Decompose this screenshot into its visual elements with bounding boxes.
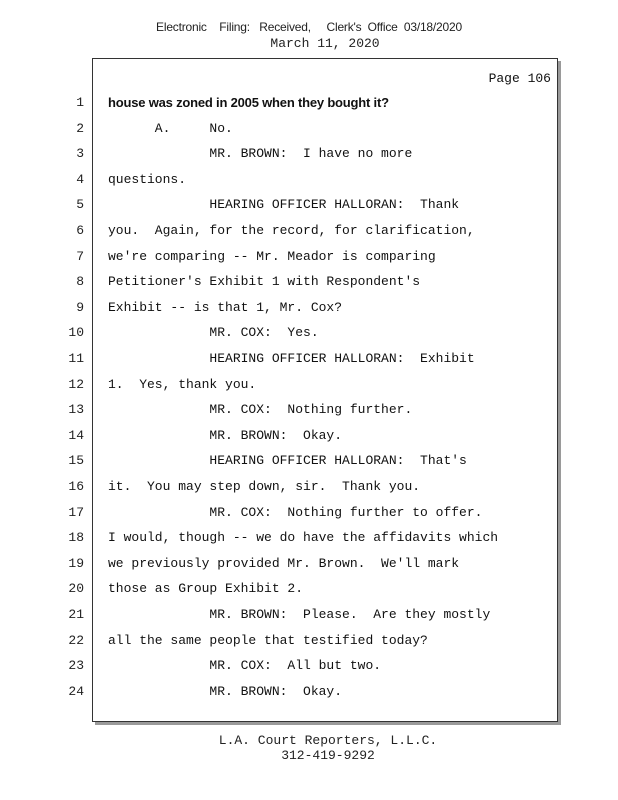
transcript-line-text: house was zoned in 2005 when they bought it? (108, 95, 389, 110)
transcript-line-text: we previously provided Mr. Brown. We'll mark (108, 556, 460, 571)
line-number: 22 (68, 633, 84, 648)
transcript-line-text: MR. BROWN: Okay. (108, 428, 343, 443)
line-number: 20 (68, 581, 84, 596)
transcript-line-text: Exhibit -- is that 1, Mr. Cox? (108, 300, 343, 315)
transcript-line-text: questions. (108, 172, 187, 187)
line-number: 5 (76, 197, 84, 212)
line-number: 2 (76, 121, 84, 136)
line-number: 6 (76, 223, 84, 238)
transcript-line-text: all the same people that testified today? (108, 633, 428, 648)
transcript-line-text: MR. BROWN: Okay. (108, 684, 343, 699)
line-number: 3 (76, 146, 84, 161)
transcript-line-text: HEARING OFFICER HALLORAN: Exhibit (108, 351, 475, 366)
page-number: Page 106 (488, 71, 551, 86)
line-number: 17 (68, 505, 84, 520)
line-number: 16 (68, 479, 84, 494)
line-number: 18 (68, 530, 84, 545)
filing-stamp: Electronic Filing: Received, Clerk's Office 03/18/2020 (156, 20, 462, 34)
transcript-line-text: A. No. (108, 121, 233, 136)
line-number: 14 (68, 428, 84, 443)
line-number: 11 (68, 351, 84, 366)
line-number: 9 (76, 300, 84, 315)
transcript-line-text: you. Again, for the record, for clarification, (108, 223, 475, 238)
line-number: 10 (68, 325, 84, 340)
hearing-date: March 11, 2020 (270, 36, 380, 51)
transcript-line-text: MR. COX: Nothing further to offer. (108, 505, 483, 520)
footer-phone: 312-419-9292 (281, 748, 375, 763)
line-number: 15 (68, 453, 84, 468)
footer-company: L.A. Court Reporters, L.L.C. (218, 733, 438, 748)
line-number: 8 (76, 274, 84, 289)
line-number: 24 (68, 684, 84, 699)
transcript-line-text: we're comparing -- Mr. Meador is comparing (108, 249, 436, 264)
line-number: 12 (68, 377, 84, 392)
transcript-line-text: 1. Yes, thank you. (108, 377, 257, 392)
transcript-line-text: MR. BROWN: I have no more (108, 146, 413, 161)
transcript-line-text: I would, though -- we do have the affidavits which (108, 530, 499, 545)
line-number: 7 (76, 249, 84, 264)
transcript-line-text: MR. BROWN: Please. Are they mostly (108, 607, 491, 622)
transcript-line-text: MR. COX: All but two. (108, 658, 382, 673)
line-number: 4 (76, 172, 84, 187)
transcript-line-text: those as Group Exhibit 2. (108, 581, 304, 596)
transcript-line-text: MR. COX: Nothing further. (108, 402, 413, 417)
transcript-line-text: MR. COX: Yes. (108, 325, 319, 340)
line-number: 23 (68, 658, 84, 673)
transcript-line-text: Petitioner's Exhibit 1 with Respondent's (108, 274, 421, 289)
line-number: 19 (68, 556, 84, 571)
line-number: 1 (76, 95, 84, 110)
line-number: 13 (68, 402, 84, 417)
transcript-line-text: HEARING OFFICER HALLORAN: Thank (108, 197, 460, 212)
transcript-line-text: HEARING OFFICER HALLORAN: That's (108, 453, 467, 468)
transcript-line-text: it. You may step down, sir. Thank you. (108, 479, 421, 494)
line-number: 21 (68, 607, 84, 622)
